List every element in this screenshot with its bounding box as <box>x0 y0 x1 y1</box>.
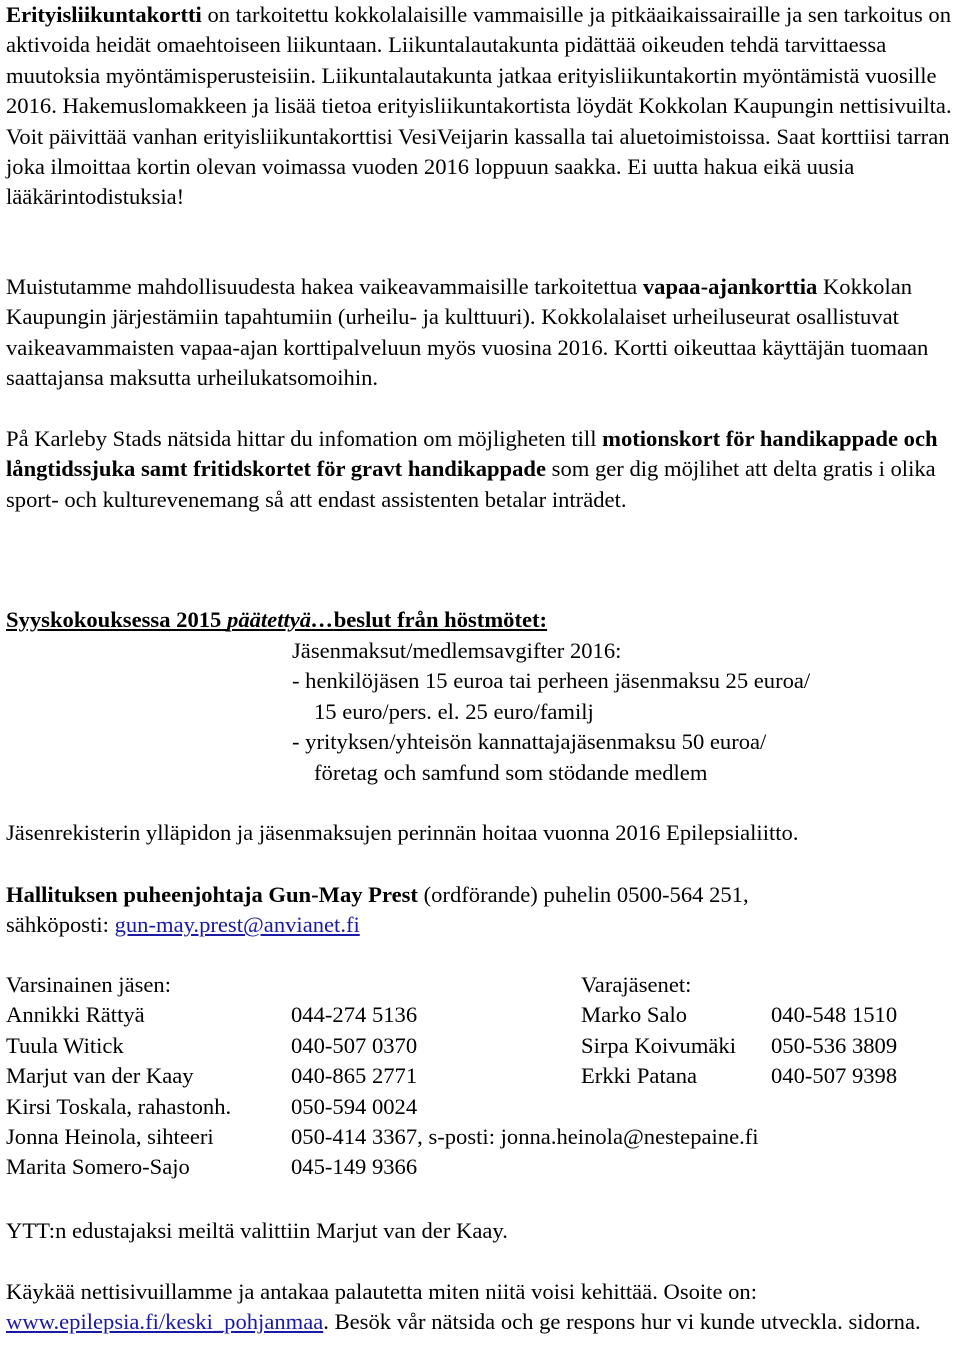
member-phone: 044-274 5136 <box>291 1002 418 1028</box>
website-link[interactable]: www.epilepsia.fi/keski_pohjanmaa <box>6 1309 324 1335</box>
fees-line-company-sv: företag och samfund som stödande medlem <box>314 759 708 785</box>
fees-line-person: - henkilöjäsen 15 euroa tai perheen jäsenmaksu 25 euroa/ <box>292 668 811 694</box>
member-row <box>6 1152 418 1182</box>
website-visit-paragraph <box>6 1277 956 1338</box>
chair-contact <box>6 880 749 910</box>
member-row <box>6 1031 418 1061</box>
meeting-heading-part3: beslut från höstmötet: <box>333 607 548 632</box>
member-name: Kirsi Toskala, rahastonh. <box>6 1093 232 1119</box>
deputy-phone: 040-548 1510 <box>771 1002 898 1028</box>
member-phone: 040-507 0370 <box>291 1032 418 1058</box>
member-registry-note: Jäsenrekisterin ylläpidon ja jäsenmaksujen perinnän hoitaa vuonna 2016 Epilepsialiitto. <box>6 820 799 845</box>
karleby-info-text-before: På Karleby Stads nätsida hittar du infomation om möjligheten till <box>6 426 603 451</box>
leisure-card-term: vapaa-ajankorttia <box>642 274 818 299</box>
member-row <box>6 1092 418 1122</box>
karleby-info-paragraph <box>6 424 956 515</box>
meeting-heading-part2: päätettyä… <box>227 607 334 632</box>
leisure-card-text-before: Muistutamme mahdollisuudesta hakea vaikeavammaisille tarkoitettua <box>6 274 643 299</box>
member-phone: 050-414 3367, s-posti: jonna.heinola@nestepaine.fi <box>291 1123 759 1149</box>
deputy-members-heading: Varajäsenet: <box>581 972 692 997</box>
special-exercise-card-text: on tarkoitettu kokkolalaisille vammaisille ja pitkäaikaissairaille ja sen tarkoitus on aktivoida heidät omaehtoiseen liikuntaan. Liikuntalautakunta pidättää oikeuden tehdä tarvittaessa muutoksia myöntämisperusteisiin. Liikuntalautakunta jatkaa erityisliikuntakortin myöntämistä vuosille 2016. Hakemuslomakkeen ja lisää tietoa erityisliikuntakortista löydät Kokkolan Kaupungin nettisivuilta. Voit päivittää vanhan erityisliikuntakorttisi VesiVeijarin kassalla tai aluetoimistoissa. Saat korttiisi tarran joka ilmoittaa kortin olevan voimassa vuoden 2016 loppuun saakka. Ei uutta hakua eikä uusia lääkärintodistuksia! <box>6 2 952 210</box>
deputy-phone: 050-536 3809 <box>771 1032 898 1058</box>
leisure-card-paragraph <box>6 272 956 394</box>
board-members-heading: Varsinainen jäsen: <box>6 972 172 997</box>
ytt-representative-note: YTT:n edustajaksi meiltä valittiin Marjut van der Kaay. <box>6 1218 508 1243</box>
fees-line-person-sv: 15 euro/pers. el. 25 euro/familj <box>314 698 594 724</box>
deputy-phone: 040-507 9398 <box>771 1063 898 1089</box>
member-row <box>6 1000 418 1030</box>
member-name: Marjut van der Kaay <box>6 1063 194 1089</box>
special-exercise-card-paragraph <box>6 0 956 213</box>
fees-line-company: - yrityksen/yhteisön kannattajajäsenmaksu 50 euroa/ <box>292 729 767 755</box>
karleby-info-term: motionskort för handikappade och långtidssjuka samt fritidskortet för gravt handikappade <box>6 426 938 482</box>
deputy-row <box>581 1000 898 1030</box>
member-phone: 050-594 0024 <box>291 1093 418 1119</box>
meeting-heading-part1: Syyskokouksessa 2015 <box>6 607 222 632</box>
chair-phone-text: (ordförande) puhelin 0500-564 251, <box>417 882 749 907</box>
deputy-name: Sirpa Koivumäki <box>581 1032 737 1058</box>
member-name: Jonna Heinola, sihteeri <box>6 1123 214 1149</box>
special-exercise-card-term: Erityisliikuntakortti <box>6 2 202 27</box>
fees-title: Jäsenmaksut/medlemsavgifter 2016: <box>292 638 622 663</box>
deputy-name: Erkki Patana <box>581 1063 698 1089</box>
deputy-row <box>581 1031 898 1061</box>
member-row <box>6 1122 759 1152</box>
member-phone: 045-149 9366 <box>291 1154 418 1180</box>
member-row <box>6 1061 418 1091</box>
deputy-row <box>581 1061 898 1091</box>
chair-email-link[interactable]: gun-may.prest@anvianet.fi <box>114 912 360 937</box>
chair-email-label: sähköposti: <box>6 912 115 937</box>
membership-fees-block <box>292 636 810 788</box>
website-visit-text-after: . Besök vår nätsida och ge respons hur vi kunde utveckla. sidorna. <box>323 1309 921 1335</box>
karleby-info-text-after: som ger dig möjlihet att delta gratis i olika sport- och kulturevenemang så att endast assistenten betalar inträdet. <box>6 456 936 512</box>
member-name: Tuula Witick <box>6 1032 124 1058</box>
chair-title: Hallituksen puheenjohtaja Gun-May Prest <box>6 882 418 907</box>
website-visit-text-before: Käykää nettisivuillamme ja antakaa palautetta miten niitä voisi kehittää. Osoite on: <box>6 1279 758 1304</box>
member-phone: 040-865 2771 <box>291 1063 418 1089</box>
chair-email-line <box>6 910 360 940</box>
member-name: Annikki Rättyä <box>6 1002 145 1028</box>
meeting-decision-heading <box>6 605 547 635</box>
deputy-members-list <box>581 970 898 1092</box>
member-name: Marita Somero-Sajo <box>6 1154 190 1180</box>
deputy-name: Marko Salo <box>581 1002 688 1028</box>
leisure-card-text-after: Kokkolan Kaupungin järjestämiin tapahtumiin (urheilu- ja kulttuuri). Kokkolalaiset urheiluseurat osallistuvat vaikeavammaisten vapaa-ajan korttipalveluun myös vuosina 2016. Kortti oikeuttaa käyttäjän tuomaan saattajansa maksutta urheilukatsomoihin. <box>6 274 929 391</box>
